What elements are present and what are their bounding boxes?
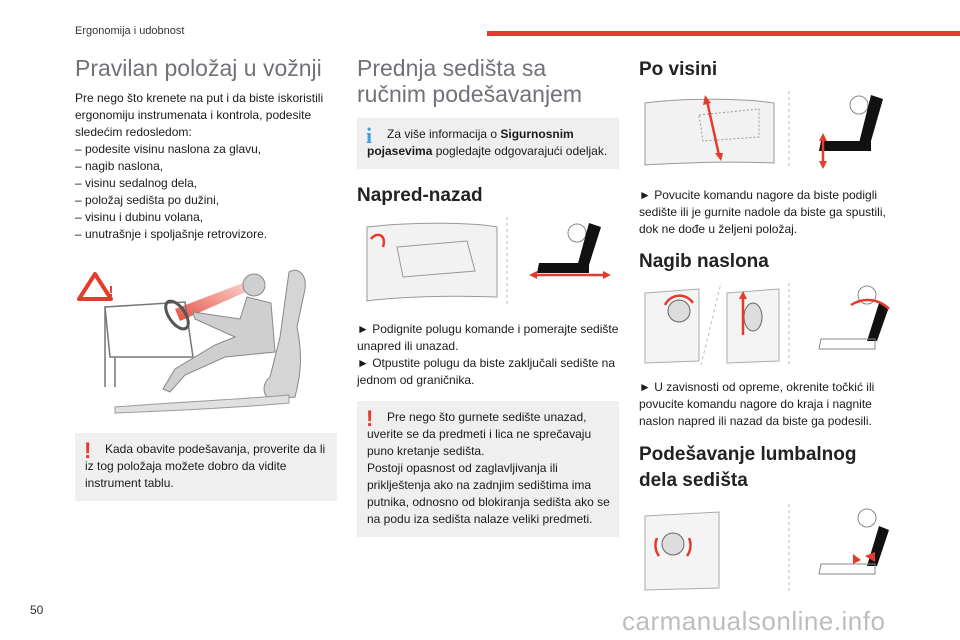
info-icon: i [366,123,373,148]
list-item: – visinu i dubinu volana, [75,210,204,224]
fore-aft-step-1: ► Podignite polugu komande i pomerajte sedište unapred ili unazad. [357,322,619,353]
info-note-link-text: Sigurnosnim pojasevima [367,127,574,158]
backrest-instruction: ► U zavisnosti od opreme, okrenite točkić ili povucite komandu nagore do kraja i nagnite naslon napred ili nazad da biste ga podesili. [639,380,875,428]
driver-posture-illustration [75,257,337,417]
warning-icon: ! [366,406,374,431]
info-note-text-end: pogledajte odgovarajući odeljak. [432,144,608,158]
subheading-lumbar: Podešavanje lumbalnog dela sedišta [639,444,857,491]
column-seat-adjustments [639,55,894,594]
warning-note-text: Kada obavite podešavanja, proverite da li iz tog položaja možete dobro da vidite instrument tablu. [85,442,326,490]
column-manual-seats [357,55,619,537]
running-header: Ergonomija i udobnost [75,25,185,37]
warning-note-seat-movement [357,401,619,537]
warning-icon: ! [84,438,92,463]
seat-back-shape [577,223,601,267]
info-note-seatbelts [357,118,619,169]
column-driving-position [75,55,337,501]
list-item: – visinu sedalnog dela, [75,176,198,190]
subheading-height: Po visini [639,59,718,80]
height-adjust-illustration [639,91,894,169]
adjustment-order-list [75,141,337,243]
warning-text-1: Pre nego što gurnete sedište unazad, uverite se da predmeti i lica ne sprečavaju puno kretanje sedišta. [367,410,592,458]
list-item: – nagib naslona, [75,159,164,173]
driving-position-intro: Pre nego što krenete na put i da biste iskoristili ergonomiju instrumenata i kontrola, podesite sledećim redosledom: [75,91,324,139]
list-item: – položaj sedišta po dužini, [75,193,220,207]
warning-exclamation-icon: ! [108,283,114,300]
backrest-angle-illustration [639,283,894,365]
height-instruction: ► Povucite komandu nagore da biste podigli sedište ili je gurnite nadole da biste ga spustili, dok ne dođe u željeni položaj. [639,188,886,236]
warning-text-2: Postoji opasnost od zaglavljivanja ili priklještenja ako na zadnjim sedištima ima putnika, odnosno od blokiranja sedišta ako se na podu iza sedišta nalaze veliki predmeti. [367,461,610,526]
section-title-driving-position: Pravilan položaj u vožnji [75,55,322,81]
watermark: carmanualsonline.info [622,606,886,636]
subheading-fore-aft: Napred-nazad [357,185,483,206]
warning-triangle-icon [79,274,111,299]
lumbar-adjust-illustration [639,504,894,594]
list-item: – podesite visinu naslona za glavu, [75,142,262,156]
header-accent-bar [487,31,960,36]
info-note-text: Za više informacija o [387,127,501,141]
fore-aft-step-2: ► Otpustite polugu da biste zaključali sedište na jednom od graničnika. [357,356,616,387]
list-item: – unutrašnje i spoljašnje retrovizore. [75,227,268,241]
page-number: 50 [30,603,44,617]
subheading-backrest-angle: Nagib naslona [639,251,769,272]
seat-cushion-shape [537,263,589,273]
section-title-manual-seats: Prednja sedišta sa ručnim podešavanjem [357,55,583,107]
warning-note-visibility [75,433,337,501]
fore-aft-adjust-illustration [357,217,619,307]
